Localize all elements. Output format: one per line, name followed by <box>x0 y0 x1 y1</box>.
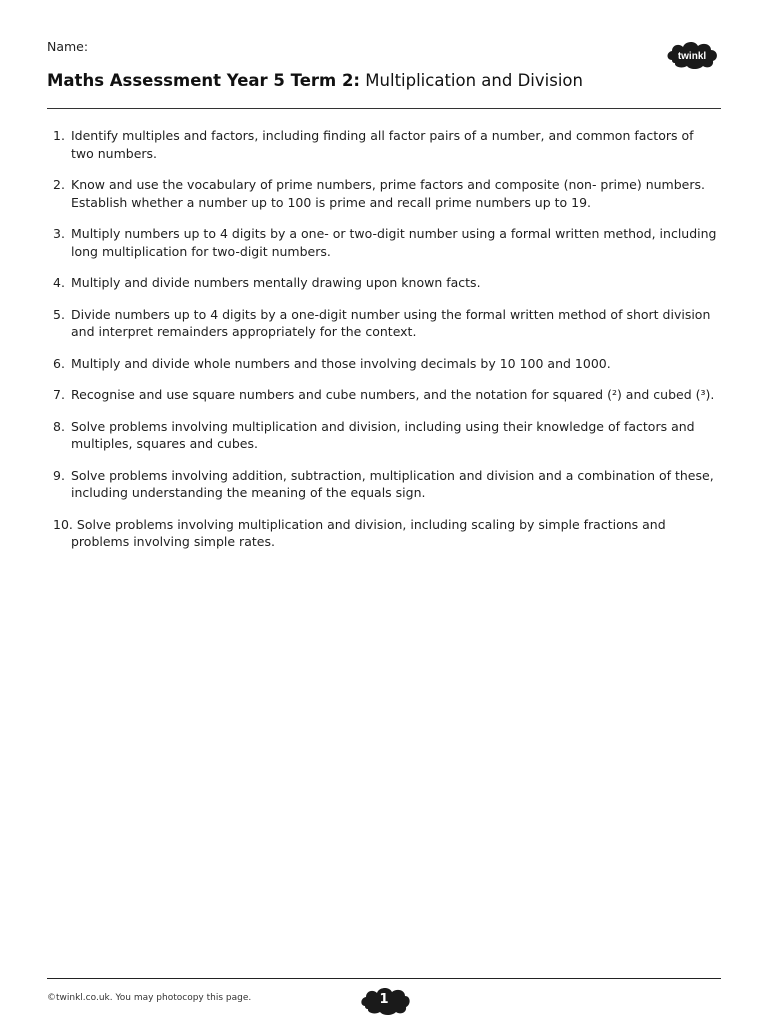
objective-item <box>47 355 717 373</box>
objective-text: Recognise and use square numbers and cube numbers, and the notation for squared (²) and cubed (³). <box>71 387 715 402</box>
objective-text: Divide numbers up to 4 digits by a one-digit number using the formal written method of short division and interpret remainders appropriately for the context. <box>71 306 711 339</box>
objective-item <box>47 306 717 341</box>
name-label: Name: <box>47 39 89 54</box>
objective-number: 7. <box>53 387 65 402</box>
twinkl-logo-icon <box>664 38 720 72</box>
objective-text: Know and use the vocabulary of prime numbers, prime factors and composite (non- prime) numbers. Establish whether a number up to 100 is prime and recall prime numbers up to 19. <box>71 177 705 210</box>
svg-text:twinkl: twinkl <box>677 51 707 62</box>
objective-number: 6. <box>53 355 65 371</box>
copyright-notice: ©twinkl.co.uk. You may photocopy this page. <box>47 993 252 1003</box>
header-divider <box>47 108 721 109</box>
objective-text: Multiply and divide numbers mentally drawing upon known facts. <box>71 275 481 290</box>
objective-number: 1. <box>53 128 65 143</box>
objectives-list <box>47 127 717 565</box>
objective-text: Solve problems involving multiplication and division, including scaling by simple fractions and problems involving simple rates. <box>71 516 666 549</box>
objective-item <box>47 386 717 404</box>
page-number: 1 <box>379 992 389 1007</box>
footer-divider <box>47 978 721 979</box>
page-number-badge <box>358 986 410 1016</box>
objective-number: 8. <box>53 418 65 434</box>
objective-number: 3. <box>53 226 65 241</box>
objective-text: Solve problems involving addition, subtraction, multiplication and division and a combination of these, including understanding the meaning of the equals sign. <box>71 467 714 500</box>
objective-item <box>47 418 717 453</box>
objective-number: 2. <box>53 177 65 192</box>
title-bold: Maths Assessment Year 5 Term 2: <box>47 71 361 90</box>
objective-number: 4. <box>53 275 65 290</box>
page-title <box>47 71 583 90</box>
objective-item <box>47 176 717 211</box>
objective-item <box>47 467 717 502</box>
objective-number: 10. <box>53 516 73 532</box>
objective-text: Solve problems involving multiplication and division, including using their knowledge of factors and multiples, squares and cubes. <box>71 418 695 451</box>
objective-text: Identify multiples and factors, including finding all factor pairs of a number, and common factors of two numbers. <box>71 128 694 161</box>
objective-item <box>47 225 717 260</box>
objective-text: Multiply and divide whole numbers and those involving decimals by 10 100 and 1000. <box>71 355 611 371</box>
objective-item <box>47 516 717 551</box>
objective-number: 9. <box>53 467 65 483</box>
objective-number: 5. <box>53 306 65 322</box>
objective-text: Multiply numbers up to 4 digits by a one- or two-digit number using a formal written method, including long multiplication for two-digit numbers. <box>71 226 717 259</box>
twinkl-logo <box>664 38 720 72</box>
title-rest: Multiplication and Division <box>360 71 583 90</box>
objective-item <box>47 127 717 162</box>
objective-item <box>47 274 717 292</box>
